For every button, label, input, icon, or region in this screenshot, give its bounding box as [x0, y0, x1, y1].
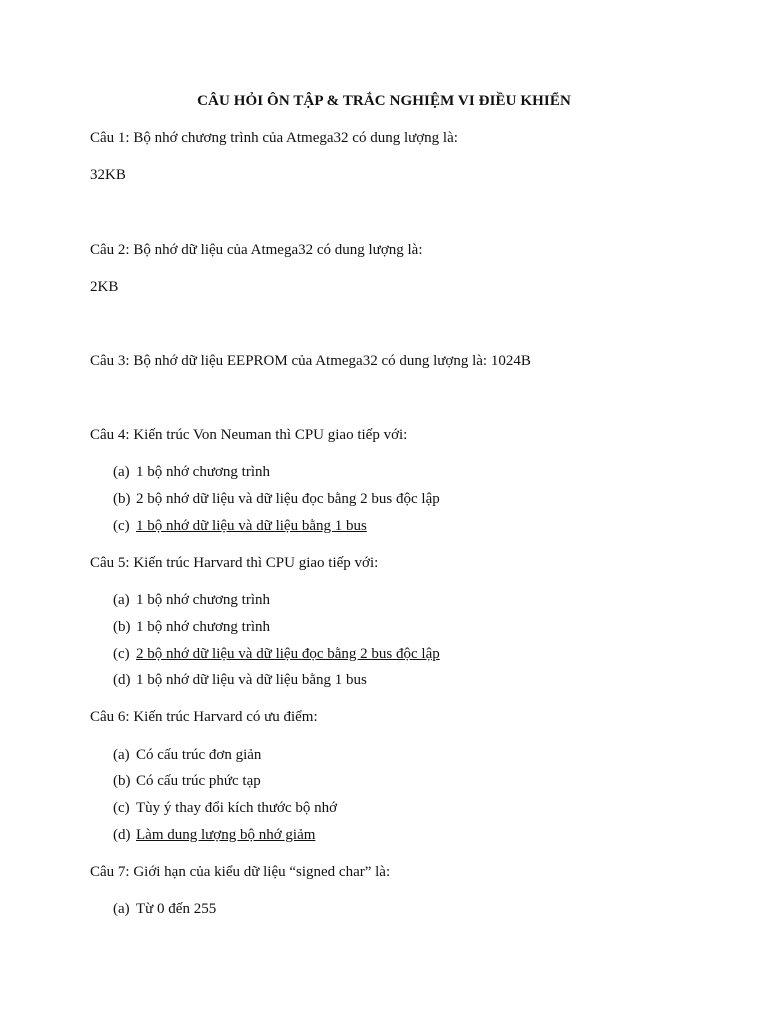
- answer-1: 32KB: [90, 167, 126, 183]
- option-6b: [113, 773, 261, 790]
- option-5b: [113, 619, 270, 636]
- option-label: (d): [113, 827, 131, 843]
- option-text: 1 bộ nhớ chương trình: [136, 464, 270, 480]
- answer-2: 2KB: [90, 279, 119, 295]
- option-text: 2 bộ nhớ dữ liệu và dữ liệu đọc bằng 2 bus độc lập: [136, 491, 440, 507]
- option-label: (a): [113, 747, 130, 763]
- option-label: (b): [113, 619, 131, 635]
- option-label: (b): [113, 773, 131, 789]
- option-7a: [113, 901, 216, 918]
- question-4: Câu 4: Kiến trúc Von Neuman thì CPU giao tiếp với:: [90, 427, 408, 443]
- option-6a: [113, 747, 261, 764]
- option-label: (c): [113, 800, 130, 816]
- option-5a: [113, 592, 270, 609]
- option-text-correct: 1 bộ nhớ dữ liệu và dữ liệu bằng 1 bus: [136, 518, 367, 534]
- question-5: Câu 5: Kiến trúc Harvard thì CPU giao tiếp với:: [90, 555, 379, 571]
- option-text-correct: Làm dung lượng bộ nhớ giảm: [136, 827, 316, 843]
- option-text: 1 bộ nhớ chương trình: [136, 592, 270, 608]
- option-label: (b): [113, 491, 131, 507]
- option-4b: [113, 491, 440, 508]
- option-4a: [113, 464, 270, 481]
- question-6: Câu 6: Kiến trúc Harvard có ưu điểm:: [90, 709, 318, 725]
- question-2: Câu 2: Bộ nhớ dữ liệu của Atmega32 có dung lượng là:: [90, 242, 423, 258]
- option-label: (c): [113, 518, 130, 534]
- option-text: Có cấu trúc phức tạp: [136, 773, 261, 789]
- option-label: (a): [113, 592, 130, 608]
- option-5d: [113, 672, 367, 689]
- option-label: (a): [113, 901, 130, 917]
- option-text: Tùy ý thay đổi kích thước bộ nhớ: [136, 800, 338, 816]
- question-3: Câu 3: Bộ nhớ dữ liệu EEPROM của Atmega32 có dung lượng là: 1024B: [90, 353, 531, 369]
- option-6c: [113, 800, 337, 817]
- document-title: CÂU HỎI ÔN TẬP & TRẮC NGHIỆM VI ĐIỀU KHIỂN: [197, 93, 571, 109]
- option-5c: [113, 646, 440, 663]
- option-text: 1 bộ nhớ dữ liệu và dữ liệu bằng 1 bus: [136, 672, 367, 688]
- option-label: (a): [113, 464, 130, 480]
- option-6d: [113, 827, 315, 844]
- option-label: (d): [113, 672, 131, 688]
- option-4c: [113, 518, 367, 535]
- option-text-correct: 2 bộ nhớ dữ liệu và dữ liệu đọc bằng 2 bus độc lập: [136, 646, 440, 662]
- option-text: 1 bộ nhớ chương trình: [136, 619, 270, 635]
- option-text: Có cấu trúc đơn giản: [136, 747, 262, 763]
- option-label: (c): [113, 646, 130, 662]
- question-1: Câu 1: Bộ nhớ chương trình của Atmega32 có dung lượng là:: [90, 130, 458, 146]
- option-text: Từ 0 đến 255: [136, 901, 217, 917]
- question-7: Câu 7: Giới hạn của kiểu dữ liệu “signed char” là:: [90, 864, 391, 880]
